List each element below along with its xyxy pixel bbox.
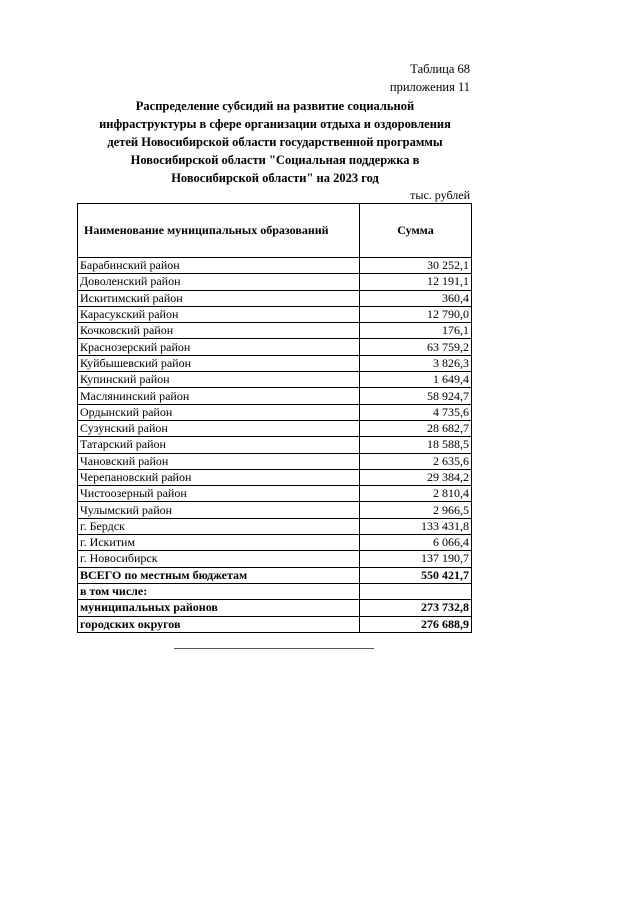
document-title [80, 97, 470, 187]
table-row [78, 274, 472, 290]
title-line: Распределение субсидий на развитие социальной [135, 99, 415, 113]
table-row [78, 486, 472, 502]
title-line: инфраструктуры в сфере организации отдыха и оздоровления [99, 117, 451, 131]
sum-cell: 18 588,5 [360, 437, 472, 453]
sum-cell: 28 682,7 [360, 420, 472, 436]
total-row [78, 600, 472, 616]
table-row [78, 355, 472, 371]
table-header-row [78, 204, 472, 258]
sum-cell: 58 924,7 [360, 388, 472, 404]
table-row [78, 339, 472, 355]
municipality-name-cell: Чулымский район [78, 502, 360, 518]
municipality-name-cell: Чановский район [78, 453, 360, 469]
table-row [78, 535, 472, 551]
table-row [78, 388, 472, 404]
total-row [78, 567, 472, 583]
table-row [78, 469, 472, 485]
title-line: Новосибирской области "Социальная поддержка в [130, 153, 420, 167]
total-row [78, 583, 472, 599]
sum-cell: 12 191,1 [360, 274, 472, 290]
sum-cell: 2 810,4 [360, 486, 472, 502]
sum-cell: 176,1 [360, 323, 472, 339]
appendix-label: приложения 11 [389, 80, 470, 94]
municipality-name-cell: Барабинский район [78, 258, 360, 274]
table-row [78, 437, 472, 453]
municipality-name-cell: г. Новосибирск [78, 551, 360, 567]
municipality-name-cell: городских округов [78, 616, 360, 632]
table-row [78, 518, 472, 534]
sum-cell: 29 384,2 [360, 469, 472, 485]
municipality-name-cell: ВСЕГО по местным бюджетам [78, 567, 360, 583]
sum-cell: 30 252,1 [360, 258, 472, 274]
sum-cell: 133 431,8 [360, 518, 472, 534]
sum-cell: 63 759,2 [360, 339, 472, 355]
table-row [78, 258, 472, 274]
municipality-name-cell: Татарский район [78, 437, 360, 453]
table-body [78, 258, 472, 633]
sum-cell: 137 190,7 [360, 551, 472, 567]
table-row [78, 404, 472, 420]
municipality-name-cell: Карасукский район [78, 306, 360, 322]
municipality-name-cell: Маслянинский район [78, 388, 360, 404]
table-row [78, 453, 472, 469]
title-line: детей Новосибирской области государственной программы [107, 135, 443, 149]
municipality-name-cell: Купинский район [78, 372, 360, 388]
sum-cell: 550 421,7 [360, 567, 472, 583]
sum-cell: 273 732,8 [360, 600, 472, 616]
municipality-name-cell: г. Бердск [78, 518, 360, 534]
municipality-name-cell: Ордынский район [78, 404, 360, 420]
table-row [78, 290, 472, 306]
units-label: тыс. рублей [410, 188, 470, 202]
municipality-name-cell: Сузунский район [78, 420, 360, 436]
sum-cell: 6 066,4 [360, 535, 472, 551]
title-line: Новосибирской области" на 2023 год [171, 171, 379, 185]
municipality-name-cell: Кочковский район [78, 323, 360, 339]
table-row [78, 420, 472, 436]
column-header-sum: Сумма [360, 204, 472, 258]
table-row [78, 306, 472, 322]
table-row [78, 323, 472, 339]
subsidy-table [77, 203, 472, 633]
sum-cell: 3 826,3 [360, 355, 472, 371]
municipality-name-cell: Куйбышевский район [78, 355, 360, 371]
sum-cell: 1 649,4 [360, 372, 472, 388]
table-row [78, 551, 472, 567]
municipality-name-cell: Искитимский район [78, 290, 360, 306]
municipality-name-cell: Черепановский район [78, 469, 360, 485]
municipality-name-cell: Краснозерский район [78, 339, 360, 355]
municipality-name-cell: в том числе: [78, 583, 360, 599]
sum-cell: 2 635,6 [360, 453, 472, 469]
sum-cell: 4 735,6 [360, 404, 472, 420]
table-number-label: Таблица 68 [410, 62, 470, 76]
municipality-name-cell: Чистоозерный район [78, 486, 360, 502]
table-row [78, 502, 472, 518]
table-row [78, 372, 472, 388]
separator-line [174, 648, 374, 649]
municipality-name-cell: муниципальных районов [78, 600, 360, 616]
sum-cell: 276 688,9 [360, 616, 472, 632]
sum-cell: 2 966,5 [360, 502, 472, 518]
municipality-name-cell: г. Искитим [78, 535, 360, 551]
sum-cell: 12 790,0 [360, 306, 472, 322]
municipality-name-cell: Доволенский район [78, 274, 360, 290]
sum-cell: 360,4 [360, 290, 472, 306]
column-header-name: Наименование муниципальных образований [78, 204, 360, 258]
sum-cell [360, 583, 472, 599]
total-row [78, 616, 472, 632]
